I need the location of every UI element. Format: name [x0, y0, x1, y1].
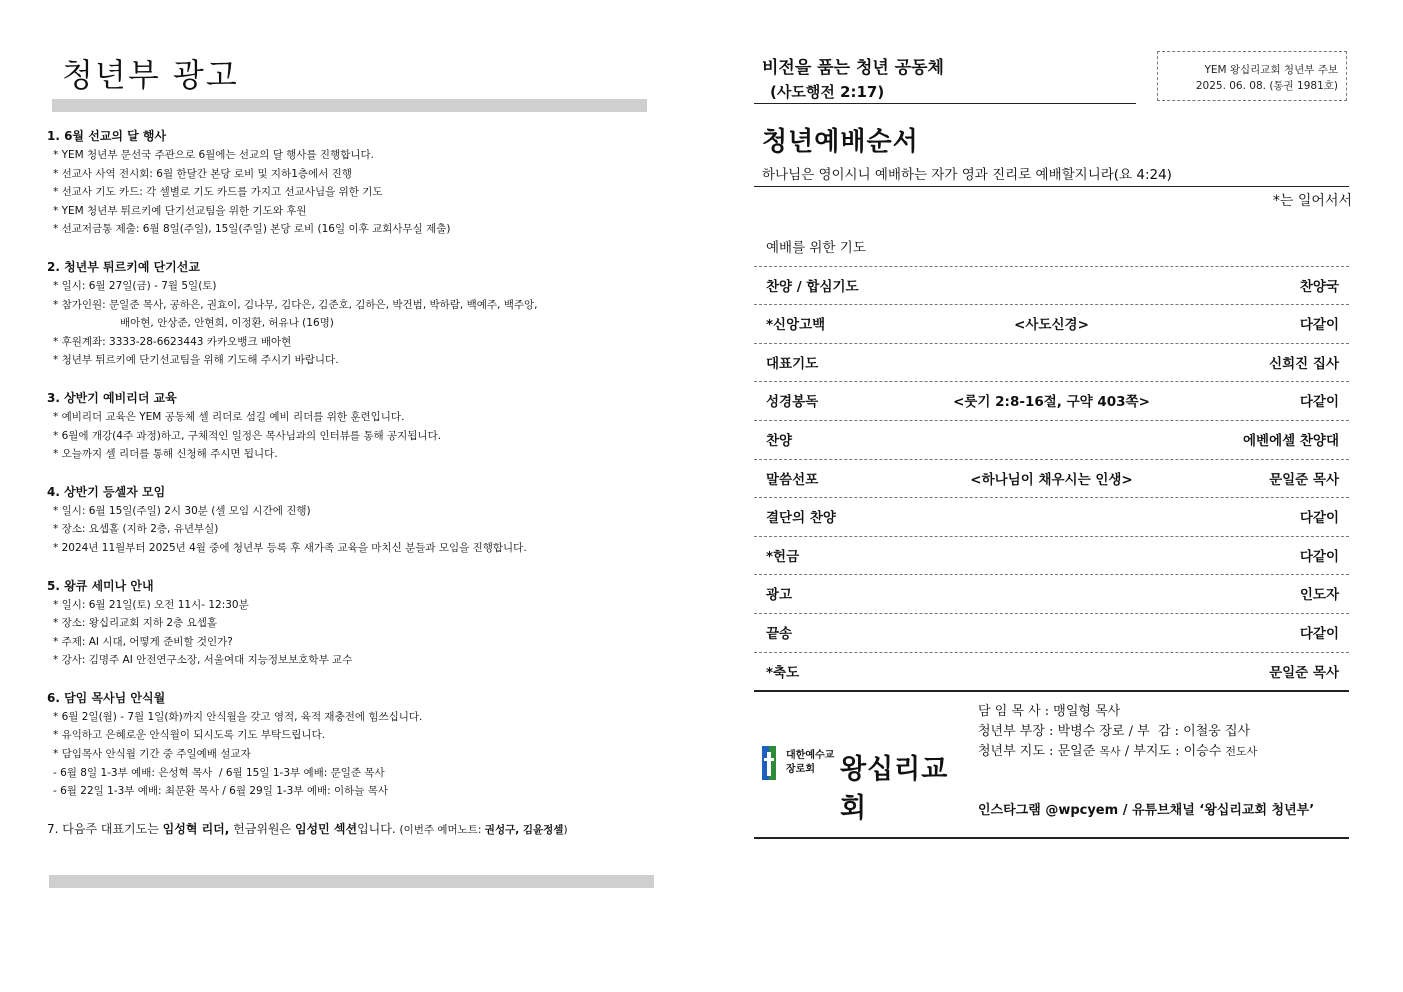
staff-list — [978, 702, 1257, 762]
order-row — [754, 267, 1349, 306]
notice-item — [47, 577, 667, 670]
bulletin-name: YEM 왕십리교회 청년부 주보 — [1204, 64, 1338, 76]
order-row — [754, 421, 1349, 460]
notice-line: - 6월 8일 1-3부 예배: 은성혁 목사 / 6월 15일 1-3부 예배: 문일준 목사 — [53, 766, 385, 779]
staff-text: 청년부 지도 : 문일준 — [978, 744, 1100, 759]
order-item: 찬양 — [766, 432, 793, 449]
order-row — [754, 575, 1349, 614]
order-item: *신앙고백 — [766, 317, 826, 334]
cross-icon — [762, 746, 776, 780]
order-row — [754, 305, 1349, 344]
order-item: 광고 — [766, 587, 793, 604]
divider — [52, 99, 647, 112]
order-leader: 다같이 — [1299, 510, 1339, 527]
notice-line: * 담임목사 안식월 기간 중 주일예배 설교자 — [53, 748, 251, 761]
theme-verse: 하나님은 영이시니 예배하는 자가 영과 진리로 예배할지니라(요 4:24) — [762, 167, 1172, 183]
notice-text: 헌금위원은 — [229, 821, 295, 836]
notice-item — [47, 389, 667, 464]
notice-line: - 6월 22일 1-3부 예배: 최문환 목사 / 6월 29일 1-3부 예배: 이하늘 목사 — [53, 785, 389, 798]
order-leader: 다같이 — [1299, 625, 1339, 642]
notice-title: 3. 상반기 예비리더 교육 — [47, 390, 177, 405]
issue-date: 2025. 06. 08. (통권 1981호) — [1195, 80, 1338, 92]
staff-text: / 부지도 : 이승수 — [1120, 744, 1226, 759]
notice-line: * 6월에 개강(4주 과정)하고, 구체적인 일정은 목사님과의 인터뷰를 통해 공지됩니다. — [53, 429, 442, 442]
notice-title: 1. 6월 선교의 달 행사 — [47, 129, 167, 143]
order-item: 끝송 — [766, 625, 793, 642]
notice-line: * 일시: 6월 21일(토) 오전 11시- 12:30분 — [53, 598, 249, 611]
notice-line: * 강사: 김명주 AI 안전연구소장, 서울여대 지능정보보호학부 교수 — [53, 654, 353, 667]
denomination-line: 대한예수교 — [786, 750, 835, 761]
notice-line: * 일시: 6월 15일(주일) 2시 30분 (셀 모임 시간에 진행) — [53, 504, 311, 517]
order-item: 대표기도 — [766, 355, 819, 372]
notice-line: * 장소: 왕십리교회 지하 2층 요셉홀 — [53, 617, 218, 630]
notice-note: (이번주 예머노트: — [399, 823, 485, 836]
order-row — [754, 344, 1349, 383]
notice-line: * YEM 청년부 문선국 주관으로 6월에는 선교의 달 행사를 진행합니다. — [53, 149, 374, 161]
notice-item — [47, 483, 667, 558]
stand-note: *는 일어서서 — [1272, 193, 1352, 209]
divider — [49, 875, 654, 888]
notice-line: * 후원계좌: 3333-28-6623443 카카오뱅크 배아현 — [53, 335, 292, 348]
notice-line: * 주제: AI 시대, 어떻게 준비할 것인가? — [53, 635, 233, 648]
notice-line: * 2024년 11월부터 2025년 4월 중에 청년부 등록 후 새가족 교육을 마치신 분들과 모임을 진행합니다. — [53, 541, 527, 554]
staff-title: 목사 — [1099, 745, 1121, 758]
notice-list — [47, 127, 667, 840]
order-row — [754, 653, 1349, 693]
vision-reference: (사도행전 2:17) — [770, 83, 885, 101]
denomination-line: 장로회 — [786, 764, 815, 775]
notice-item — [47, 689, 667, 801]
notice-item — [47, 258, 667, 370]
notice-title: 6. 담임 목사님 안식월 — [47, 690, 166, 705]
order-item: 결단의 찬양 — [766, 510, 836, 527]
notice-line: 배아현, 안상준, 안현희, 이정환, 허유나 (16명) — [120, 317, 334, 330]
order-leader: 신희진 집사 — [1269, 355, 1339, 372]
order-item: 예배를 위한 기도 — [766, 240, 866, 256]
notice-line: * 장소: 요셉홀 (지하 2층, 유년부실) — [53, 523, 219, 536]
order-row — [754, 382, 1349, 421]
offering-section-name: 임성민 섹션 — [294, 821, 358, 836]
notice-title: 4. 상반기 등셀자 모임 — [47, 484, 166, 499]
denomination-label — [786, 749, 834, 777]
prayer-leader-name: 임성혁 리더, — [162, 821, 230, 836]
staff-line — [978, 742, 1257, 762]
notice-line: * 6월 2일(월) - 7월 1일(화)까지 안식월을 갖고 영적, 육적 재충전에 힘쓰십니다. — [53, 710, 423, 723]
church-logo — [762, 744, 962, 824]
staff-line: 담 임 목 사 : 맹일형 목사 — [978, 704, 1121, 719]
page-title: 청년부 광고 — [62, 56, 239, 94]
order-leader: 에벤에셀 찬양대 — [1243, 432, 1339, 449]
order-leader: 다같이 — [1299, 548, 1339, 565]
notice-line: * 청년부 튀르키예 단기선교팀을 위해 기도해 주시기 바랍니다. — [53, 354, 339, 367]
notice-line: * 오늘까지 셀 리더를 통해 신청해 주시면 됩니다. — [53, 448, 278, 461]
order-leader: 문일준 목사 — [1269, 471, 1339, 488]
order-row — [754, 537, 1349, 576]
social-media-info: 인스타그램 @wpcyem / 유튜브채널 ‘왕십리교회 청년부’ — [978, 803, 1315, 818]
notice-note: ) — [563, 823, 568, 836]
notice-line: * 유익하고 은혜로운 안식월이 되시도록 기도 부탁드립니다. — [53, 729, 326, 742]
order-row — [754, 460, 1349, 499]
order-item: 성경봉독 — [766, 394, 819, 411]
order-leader: 다같이 — [1299, 394, 1339, 411]
vision-slogan: 비전을 품는 청년 공동체 — [762, 58, 944, 78]
notice-line: * 선교사 사역 전시회: 6월 한달간 본당 로비 및 지하1층에서 진행 — [53, 167, 352, 180]
worship-order-title: 청년예배순서 — [762, 127, 919, 157]
notice-item — [47, 127, 667, 239]
order-leader: 다같이 — [1299, 317, 1339, 334]
order-row — [754, 614, 1349, 653]
staff-line: 청년부 부장 : 박병수 장로 / 부 감 : 이철웅 집사 — [978, 724, 1251, 739]
notice-line: * 선교사 기도 카드: 각 셀별로 기도 카드를 가지고 선교사님을 위한 기도 — [53, 186, 383, 199]
staff-title: 전도사 — [1225, 745, 1258, 758]
order-leader: 문일준 목사 — [1269, 664, 1339, 681]
notice-title: 5. 왕큐 세미나 안내 — [47, 578, 154, 593]
divider — [754, 837, 1349, 839]
order-item: *헌금 — [766, 548, 800, 565]
order-leader: 찬양국 — [1299, 278, 1339, 295]
notice-line: * 일시: 6월 27일(금) - 7월 5일(토) — [53, 279, 217, 292]
order-content: <사도신경> — [1014, 317, 1089, 334]
notice-note-names: 권성구, 김윤정셀 — [484, 823, 564, 836]
notice-text: 입니다. — [357, 821, 400, 836]
worship-order-table — [754, 228, 1349, 692]
order-row — [754, 228, 1349, 267]
issue-info-box — [1157, 51, 1347, 101]
notice-title: 2. 청년부 튀르키예 단기선교 — [47, 259, 200, 274]
notice-line: * 선교저금통 제출: 6월 8일(주일), 15일(주일) 본당 로비 (16일 이후 교회사무실 제출) — [53, 223, 451, 236]
order-content: <룻기 2:8-16절, 구약 403쪽> — [953, 394, 1150, 411]
divider — [754, 186, 1349, 187]
notice-line: * YEM 청년부 튀르키예 단기선교팀을 위한 기도와 후원 — [53, 204, 307, 217]
notice-line: * 참가인원: 문일준 목사, 공하은, 권효이, 김나무, 김다은, 김준호, 김하은, 박건범, 박하람, 백예주, 백주앙, — [53, 298, 538, 311]
order-item: *축도 — [766, 664, 800, 681]
notice-text: 7. 다음주 대표기도는 — [47, 821, 163, 836]
order-item: 말씀선포 — [766, 471, 819, 488]
church-name: 왕십리교회 — [840, 754, 949, 824]
order-row — [754, 498, 1349, 537]
divider — [754, 103, 1136, 104]
order-leader: 인도자 — [1299, 587, 1339, 604]
order-content: <하나님이 채우시는 인생> — [970, 471, 1133, 488]
notice-line: * 예비리더 교육은 YEM 공동체 셀 리더로 섬길 예비 리더를 위한 훈련입니다. — [53, 410, 405, 423]
order-item: 찬양 / 합심기도 — [766, 278, 859, 295]
notice-item-next-week — [47, 820, 667, 840]
